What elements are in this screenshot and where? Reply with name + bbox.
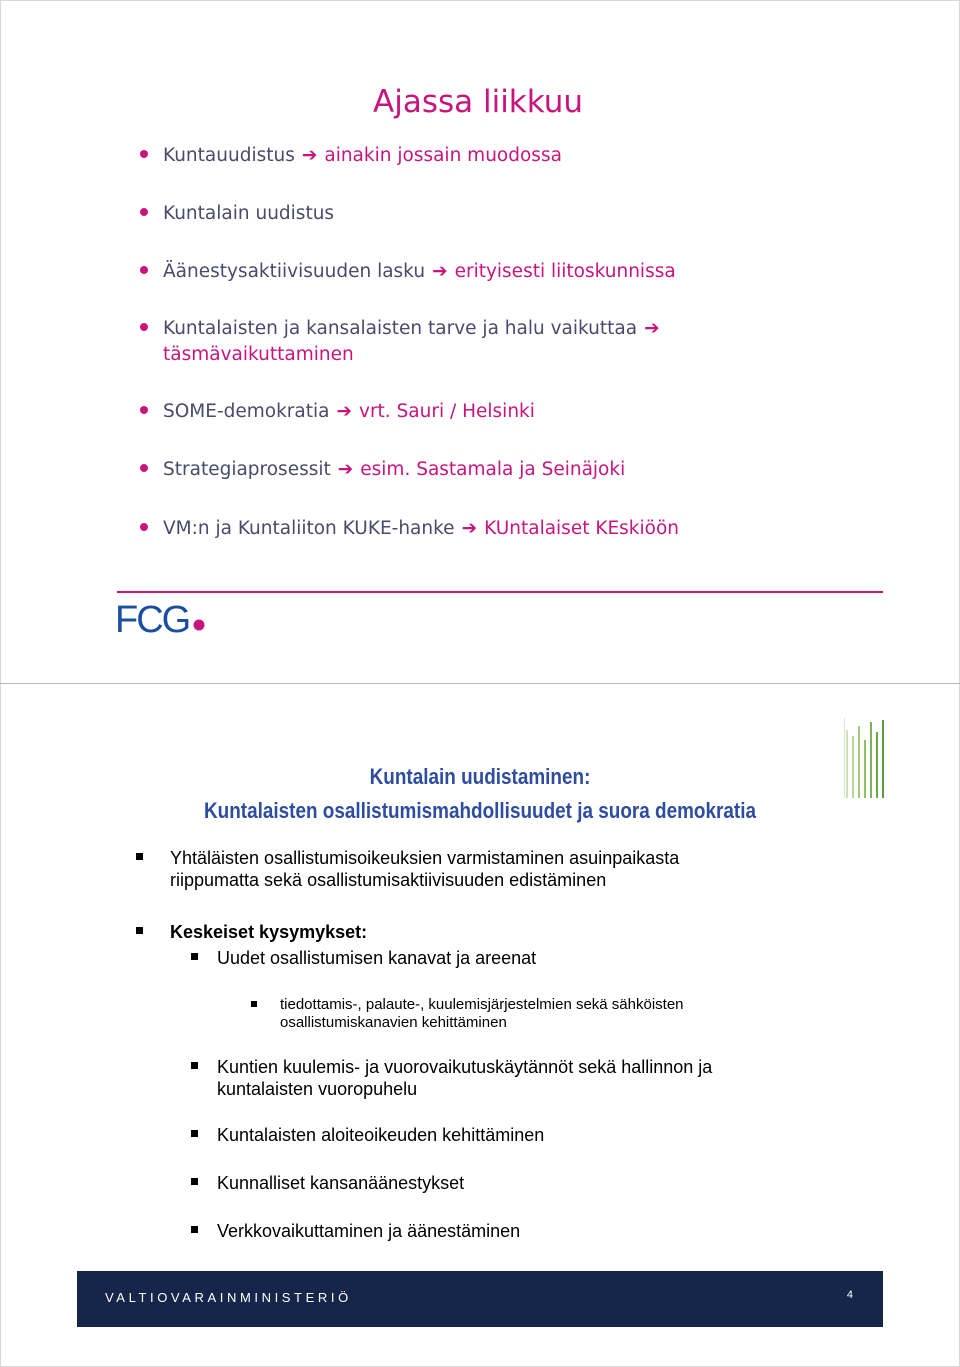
fcg-logo-dot [194,620,205,631]
square-bullet [136,853,143,860]
list-item-level1 [136,921,367,943]
bullet-some-demokratia [140,399,535,425]
item-text: Keskeiset kysymykset: [170,922,368,942]
bullet-kuntauudistus [140,143,562,169]
footer-bar [77,1271,883,1327]
square-bullet [191,1226,198,1233]
arrow-icon: ➔ [644,318,660,339]
item-text-cont: kuntalaisten vuoropuhelu [217,1079,418,1099]
fcg-accent-line [117,591,883,593]
bullet-text: Kuntalain uudistus [163,203,335,224]
bullet-kuke-hanke [140,516,679,542]
slide2-title [188,760,773,828]
list-item-level3 [251,996,684,1032]
bullet-dot [140,208,148,216]
bullet-dot [140,464,148,472]
arrow-icon: ➔ [461,518,478,539]
arrow-icon: ➔ [336,401,352,422]
bullet-highlight: vrt. Sauri / Helsinki [359,401,535,422]
fcg-logo [115,596,215,638]
bullet-highlight: erityisesti liitoskunnissa [454,261,676,282]
bullet-aanestysaktiivisuus [140,259,676,285]
bullet-dot [140,523,148,531]
slide2-title-line1: Kuntalain uudistaminen: [369,764,591,789]
square-bullet [191,1178,198,1185]
bullet-highlight: esim. Sastamala ja Seinäjoki [360,459,626,480]
square-bullet [191,1062,198,1069]
bullet-text: Äänestysaktiivisuuden lasku [163,261,426,282]
bullet-dot [140,323,148,331]
slide1-title: Ajassa liikkuu [373,84,584,120]
page-number: 4 [846,1289,853,1301]
item-text: Uudet osallistumisen kanavat ja areenat [217,948,537,968]
item-text-cont: riippumatta sekä osallistumisaktiivisuuden edistäminen [170,870,607,890]
arrow-icon: ➔ [337,459,354,480]
list-item-level2 [191,1124,544,1146]
square-bullet [251,1001,257,1007]
arrow-icon: ➔ [301,145,318,166]
bullet-continuation: täsmävaikuttaminen [163,344,354,365]
bullet-text: SOME-demokratia [163,401,330,422]
item-text: Kuntalaisten aloiteoikeuden kehittäminen [217,1125,545,1145]
square-bullet [191,953,198,960]
ministry-name: VALTIOVARAINMINISTERIÖ [105,1290,352,1305]
list-item-level1 [136,847,679,891]
item-text-cont: osallistumiskanavien kehittäminen [280,1014,507,1031]
list-item-level2 [191,1172,464,1194]
list-item-level2 [191,1220,520,1242]
item-text: Kuntien kuulemis- ja vuorovaikutuskäytännöt sekä hallinnon ja [217,1057,713,1077]
bullet-highlight: KUntalaiset KEskiöön [484,518,680,539]
item-text: Kunnalliset kansanäänestykset [217,1173,465,1193]
item-text: tiedottamis-, palaute-, kuulemisjärjestelmien sekä sähköisten [280,996,684,1013]
bar-graphic-icon [842,718,888,800]
bullet-dot [140,150,148,158]
slide2-title-line2: Kuntalaisten osallistumismahdollisuudet ja suora demokratia [204,798,756,823]
item-text: Yhtäläisten osallistumisoikeuksien varmistaminen asuinpaikasta [170,848,680,868]
bullet-text: VM:n ja Kuntaliiton KUKE-hanke [163,518,455,539]
bullet-strategiaprosessit [140,457,625,483]
list-item-level2 [191,1056,712,1100]
bullet-text: Strategiaprosessit [163,459,331,480]
list-item-level2 [191,947,536,969]
item-text: Verkkovaikuttaminen ja äänestäminen [217,1221,521,1241]
bullet-text: Kuntauudistus [163,145,295,166]
bullet-kuntalaisten-tarve [140,316,667,368]
square-bullet [191,1130,198,1137]
square-bullet [136,927,143,934]
arrow-icon: ➔ [432,261,448,282]
bullet-dot [140,266,148,274]
bullet-dot [140,406,148,414]
slide-divider [0,683,960,684]
bullet-highlight: ainakin jossain muodossa [324,145,562,166]
fcg-logo-text: FCG [115,599,190,638]
bullet-text: Kuntalaisten ja kansalaisten tarve ja halu vaikuttaa [163,318,638,339]
bullet-kuntalain-uudistus [140,201,334,227]
